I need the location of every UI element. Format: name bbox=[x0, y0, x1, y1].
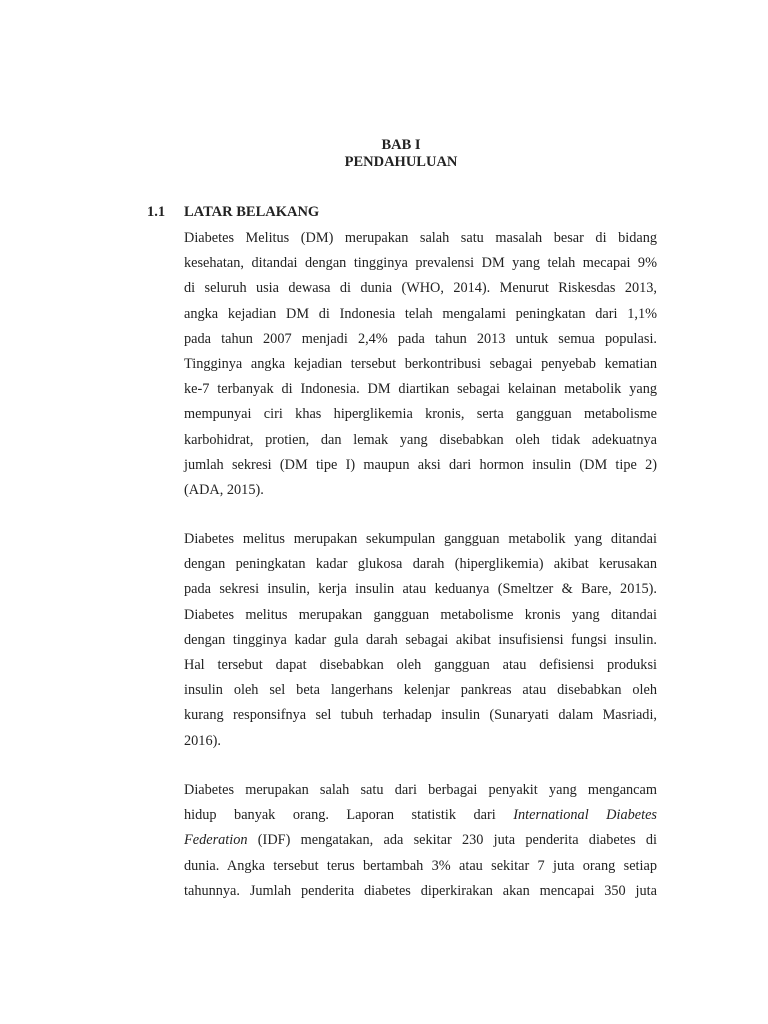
section-number: 1.1 bbox=[147, 204, 166, 220]
section-title: LATAR BELAKANG bbox=[184, 204, 320, 220]
text-line: pada tahun 2007 menjadi 2,4% pada tahun 2013 untuk semua populasi. bbox=[184, 330, 657, 347]
text-line: Diabetes melitus merupakan sekumpulan gangguan metabolik yang ditandai bbox=[184, 531, 657, 547]
text-line: Diabetes Melitus (DM) merupakan salah satu masalah besar di bidang bbox=[184, 230, 657, 246]
text-line: (ADA, 2015). bbox=[184, 481, 264, 498]
text-line: dengan peningkatan kadar glukosa darah (hiperglikemia) akibat kerusakan bbox=[184, 556, 657, 573]
text-line: Tingginya angka kejadian tersebut berkontribusi sebagai penyebab kematian bbox=[184, 355, 657, 372]
text-line: pada sekresi insulin, kerja insulin atau keduanya (Smeltzer & Bare, 2015). bbox=[184, 581, 657, 598]
paragraph-1 bbox=[184, 226, 657, 503]
text-line: dunia. Angka tersebut terus bertambah 3% atau sekitar 7 juta orang setiap bbox=[184, 857, 657, 874]
text-line: kesehatan, ditandai dengan tingginya prevalensi DM yang telah mecapai 9% bbox=[184, 255, 657, 272]
text-line: jumlah sekresi (DM tipe I) maupun aksi dari hormon insulin (DM tipe 2) bbox=[184, 456, 657, 473]
paragraph-2 bbox=[184, 527, 657, 754]
text-line: tahunnya. Jumlah penderita diabetes diperkirakan akan mencapai 350 juta bbox=[184, 882, 657, 899]
text-line: mempunyai ciri khas hiperglikemia kronis, serta gangguan metabolisme bbox=[184, 406, 657, 423]
text-line: insulin oleh sel beta langerhans kelenjar pankreas atau disebabkan oleh bbox=[184, 682, 657, 699]
text-line: Hal tersebut dapat disebabkan oleh gangguan atau defisiensi produksi bbox=[184, 656, 657, 673]
text-line: ke-7 terbanyak di Indonesia. DM diartikan sebagai kelainan metabolik yang bbox=[184, 381, 657, 398]
section-heading bbox=[147, 203, 319, 221]
text-line: 2016). bbox=[184, 732, 221, 749]
chapter-title: PENDAHULUAN bbox=[344, 154, 458, 170]
text-line: dengan tingginya kadar gula darah sebagai akibat insufisiensi fungsi insulin. bbox=[184, 631, 657, 648]
text-line: kurang responsifnya sel tubuh terhadap insulin (Sunaryati dalam Masriadi, bbox=[184, 707, 657, 724]
text-segment: hidup banyak orang. Laporan statistik dari bbox=[184, 807, 496, 824]
text-line: Diabetes melitus merupakan gangguan metabolisme kronis yang ditandai bbox=[184, 606, 657, 623]
text-line: angka kejadian DM di Indonesia telah mengalami peningkatan dari 1,1% bbox=[184, 305, 657, 322]
text-line-mixed bbox=[184, 828, 657, 853]
chapter-heading bbox=[0, 137, 768, 171]
paragraph-3 bbox=[184, 778, 657, 904]
italic-term: Federation bbox=[184, 832, 248, 849]
text-line: Diabetes merupakan salah satu dari berbagai penyakit yang mengancam bbox=[184, 782, 657, 798]
italic-term: International Diabetes bbox=[513, 807, 657, 824]
text-line: karbohidrat, protien, dan lemak yang disebabkan oleh tidak adekuatnya bbox=[184, 431, 657, 448]
text-line-mixed bbox=[184, 803, 657, 828]
text-line: di seluruh usia dewasa di dunia (WHO, 2014). Menurut Riskesdas 2013, bbox=[184, 280, 657, 297]
text-segment: (IDF) mengatakan, ada sekitar 230 juta penderita diabetes di bbox=[257, 832, 658, 849]
chapter-number: BAB I bbox=[381, 137, 421, 153]
